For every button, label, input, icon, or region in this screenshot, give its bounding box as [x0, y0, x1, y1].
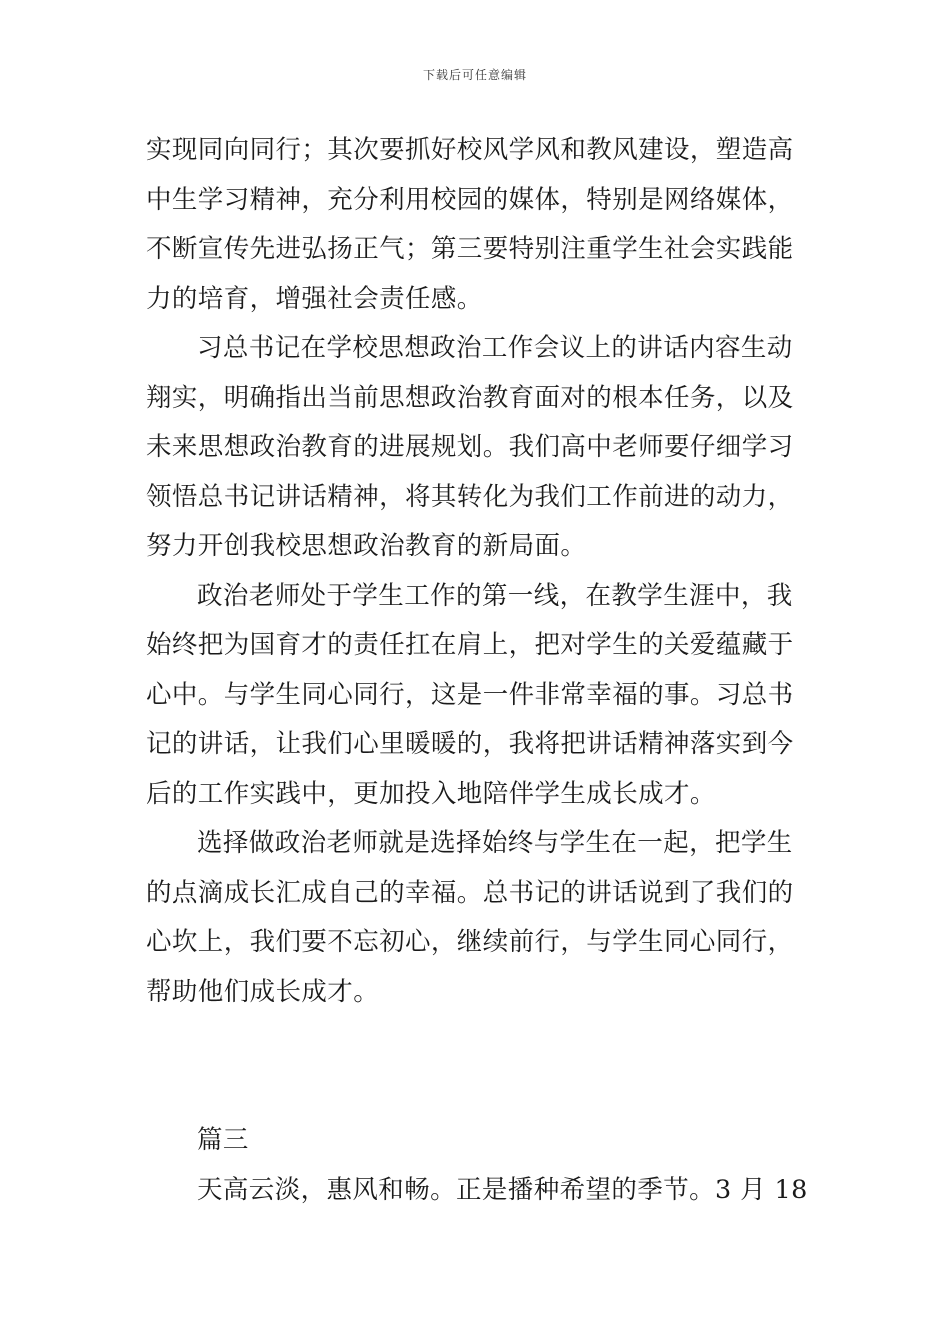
text-line: 始终把为国育才的责任扛在肩上，把对学生的关爱蕴藏于: [146, 630, 794, 660]
text-line: 力的培育，增强社会责任感。: [146, 283, 483, 314]
text-line: 记的讲话，让我们心里暖暖的，我将把讲话精神落实到今: [146, 729, 794, 759]
blank-line: [146, 1067, 812, 1117]
text-line: 篇三: [197, 1125, 249, 1155]
header-note: 下载后可任意编辑: [422, 68, 527, 82]
text-line: 实现同向同行；其次要抓好校风学风和教风建设，塑造高: [146, 135, 794, 165]
text-line: 政治老师处于学生工作的第一线，在教学生涯中，我: [197, 580, 793, 611]
text-line: 中生学习精神，充分利用校园的媒体，特别是网络媒体，: [146, 184, 794, 215]
text-line: 努力开创我校思想政治教育的新局面。: [146, 531, 587, 561]
text-line: 领悟总书记讲话精神，将其转化为我们工作前进的动力，: [146, 481, 794, 512]
text-line: 帮助他们成长成才。: [146, 976, 380, 1007]
text-line: 心坎上，我们要不忘初心，继续前行，与学生同心同行，: [146, 927, 794, 957]
text-line: 心中。与学生同心同行，这是一件非常幸福的事。习总书: [146, 679, 794, 710]
text-line: 的点滴成长汇成自己的幸福。总书记的讲话说到了我们的: [146, 877, 794, 908]
text-line: 翔实，明确指出当前思想政治教育面对的根本任务，以及: [146, 382, 794, 413]
blank-line: [146, 1017, 812, 1067]
text-line: 不断宣传先进弘扬正气；第三要特别注重学生社会实践能: [146, 234, 794, 264]
text-line: 未来思想政治教育的进展规划。我们高中老师要仔细学习: [146, 432, 794, 462]
text-line: 选择做政治老师就是选择始终与学生在一起，把学生: [197, 828, 793, 858]
text-line: 天高云淡，惠风和畅。正是播种希望的季节。3 月 18: [197, 1174, 808, 1205]
text-line: 习总书记在学校思想政治工作会议上的讲话内容生动: [197, 333, 793, 363]
text-line: 后的工作实践中，更加投入地陪伴学生成长成才。: [146, 778, 716, 809]
document-body: [146, 126, 812, 1215]
